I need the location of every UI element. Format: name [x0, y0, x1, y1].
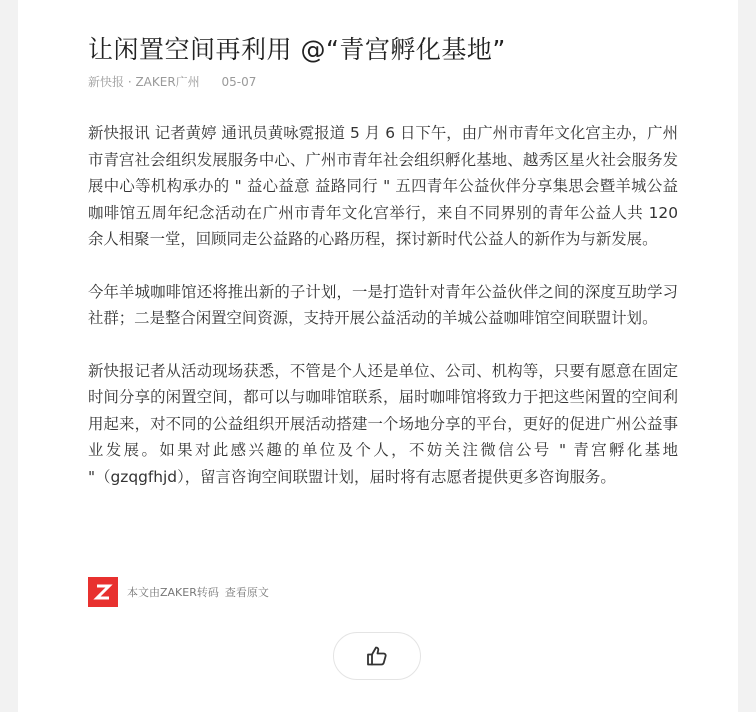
article-meta [88, 73, 256, 90]
zaker-logo-icon [88, 577, 118, 607]
article-paragraph: 新快报记者从活动现场获悉，不管是个人还是单位、公司、机构等，只要有愿意在固定时间分享的闲置空间，都可以与咖啡馆联系，届时咖啡馆将致力于把这些闲置的空间利用起来，对不同的公益组织开展活动搭建一个场地分享的平台，更好的促进广州公益事业发展。如果对此感兴趣的单位及个人，不妨关注微信公号 " 青宫孵化基地 "（gzqgfhjd），留言咨询空间联盟计划，届时将有志愿者提供更多咨询服务。 [88, 361, 678, 486]
like-button[interactable] [333, 632, 421, 680]
article-title: 让闲置空间再利用 @“青宫孵化基地” [88, 35, 506, 64]
article-paragraph: 今年羊城咖啡馆还将推出新的子计划，一是打造针对青年公益伙伴之间的深度互助学习社群；二是整合闲置空间资源，支持开展公益活动的羊城公益咖啡馆空间联盟计划。 [88, 282, 678, 327]
article-date: 05-07 [221, 75, 257, 89]
view-original-link[interactable]: 查看原文 [224, 586, 269, 599]
source-attribution [88, 577, 269, 607]
thumbs-up-icon [365, 644, 389, 668]
article-body [88, 120, 678, 516]
article-paragraph: 新快报讯 记者黄婷 通讯员黄咏霓报道 5 月 6 日下午，由广州市青年文化宫主办，广州市青宫社会组织发展服务中心、广州市青年社会组织孵化基地、越秀区星火社会服务发展中心等机构承办的 " 益心益意 益路同行 " 五四青年公益伙伴分享集思会暨羊城公益咖啡馆五周年纪念活动在广州市青年文化宫举行，来自不同界别的青年公益人共 120 余人相聚一堂，回顾同走公益路的心路历程，探讨新时代公益人的新作为与新发展。 [88, 124, 678, 248]
article-source: 新快报 · ZAKER广州 [88, 75, 200, 89]
article-card [18, 0, 738, 712]
transcode-label: 本文由ZAKER转码 [127, 586, 219, 599]
